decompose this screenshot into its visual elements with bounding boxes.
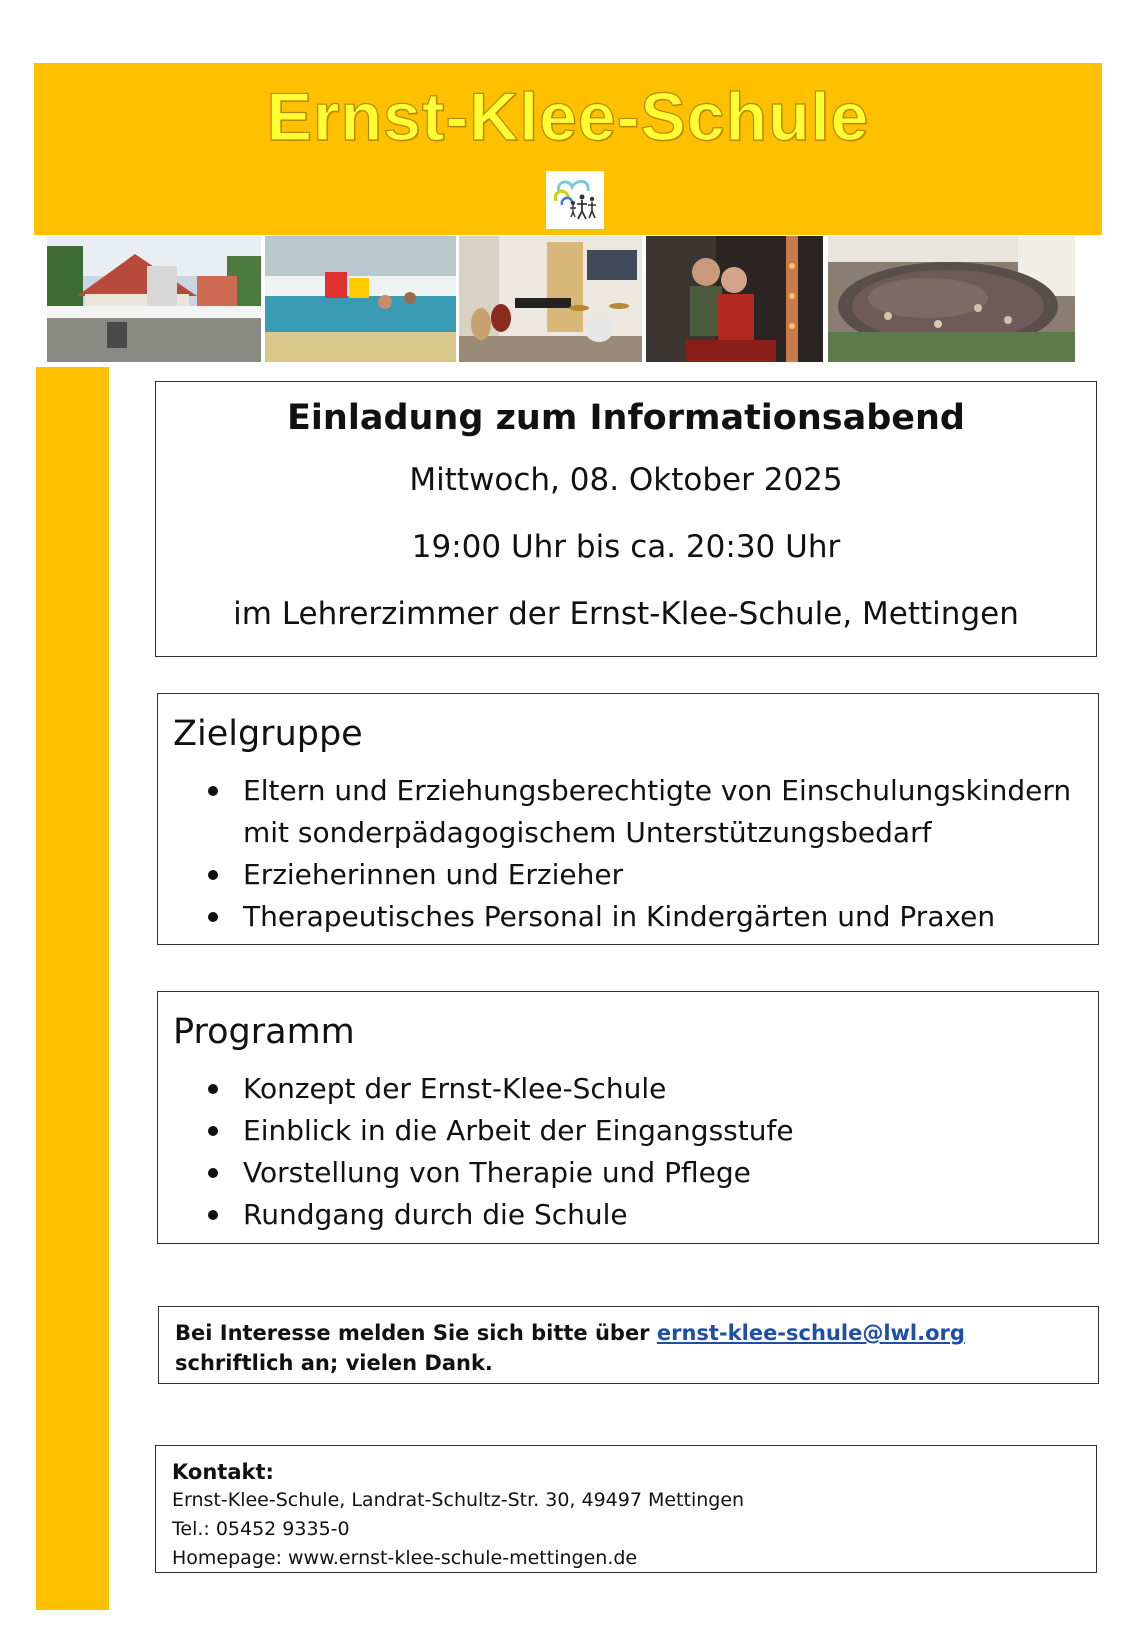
- swimming-pool-photo: [265, 236, 456, 362]
- list-item-text: Erzieherinnen und Erzieher: [243, 858, 624, 891]
- group-photo: [828, 236, 1075, 362]
- interest-text-after: schriftlich an; vielen Dank.: [175, 1351, 493, 1375]
- music-room-photo: [459, 236, 642, 362]
- side-bar: [36, 367, 109, 1610]
- list-item: [158, 770, 1098, 854]
- school-title: Ernst-Klee-Schule: [266, 79, 870, 155]
- list-item-text: Eltern und Erziehungsberechtigte von Einschulungskindern mit sonderpädagogischem Unterstützungsbedarf: [243, 774, 1072, 849]
- bullet-icon: [208, 786, 218, 796]
- list-item: [158, 1068, 1098, 1110]
- school-building-photo: [47, 236, 261, 362]
- contact-homepage: Homepage: www.ernst-klee-schule-mettingen.de: [172, 1547, 638, 1569]
- contact-phone: Tel.: 05452 9335-0: [172, 1518, 350, 1540]
- bullet-icon: [208, 1168, 218, 1178]
- list-item: [158, 1194, 1098, 1236]
- photo-strip: [0, 236, 1128, 362]
- list-item-text: Rundgang durch die Schule: [243, 1198, 628, 1231]
- programm-heading: Programm: [173, 1012, 355, 1052]
- zielgruppe-list: [158, 770, 1098, 938]
- zielgruppe-heading: Zielgruppe: [173, 714, 363, 754]
- list-item-text: Vorstellung von Therapie und Pflege: [243, 1156, 751, 1189]
- children-photo: [646, 236, 823, 362]
- zielgruppe-box: [157, 693, 1099, 945]
- interest-text: [175, 1318, 1075, 1378]
- list-item-text: Konzept der Ernst-Klee-Schule: [243, 1072, 667, 1105]
- list-item: [158, 854, 1098, 896]
- contact-box: [155, 1445, 1097, 1573]
- invitation-location: im Lehrerzimmer der Ernst-Klee-Schule, Mettingen: [233, 596, 1019, 632]
- bullet-icon: [208, 1126, 218, 1136]
- bullet-icon: [208, 870, 218, 880]
- invitation-box: [155, 381, 1097, 657]
- bullet-icon: [208, 1210, 218, 1220]
- bullet-icon: [208, 912, 218, 922]
- programm-box: [157, 991, 1099, 1244]
- invitation-title: Einladung zum Informationsabend: [287, 398, 965, 438]
- list-item: [158, 896, 1098, 938]
- interest-text-before: Bei Interesse melden Sie sich bitte über: [175, 1321, 657, 1345]
- contact-title: Kontakt:: [172, 1460, 274, 1484]
- school-logo-icon: [546, 171, 604, 229]
- contact-address: Ernst-Klee-Schule, Landrat-Schultz-Str. 30, 49497 Mettingen: [172, 1489, 745, 1511]
- list-item-text: Therapeutisches Personal in Kindergärten und Praxen: [243, 900, 996, 933]
- bullet-icon: [208, 1084, 218, 1094]
- list-item: [158, 1152, 1098, 1194]
- email-link[interactable]: ernst-klee-schule@lwl.org: [656, 1321, 965, 1345]
- invitation-time: 19:00 Uhr bis ca. 20:30 Uhr: [411, 529, 841, 565]
- list-item-text: Einblick in die Arbeit der Eingangsstufe: [243, 1114, 794, 1147]
- header-band: [34, 63, 1102, 235]
- interest-box: [158, 1306, 1099, 1384]
- invitation-date: Mittwoch, 08. Oktober 2025: [409, 462, 843, 498]
- programm-list: [158, 1068, 1098, 1236]
- list-item: [158, 1110, 1098, 1152]
